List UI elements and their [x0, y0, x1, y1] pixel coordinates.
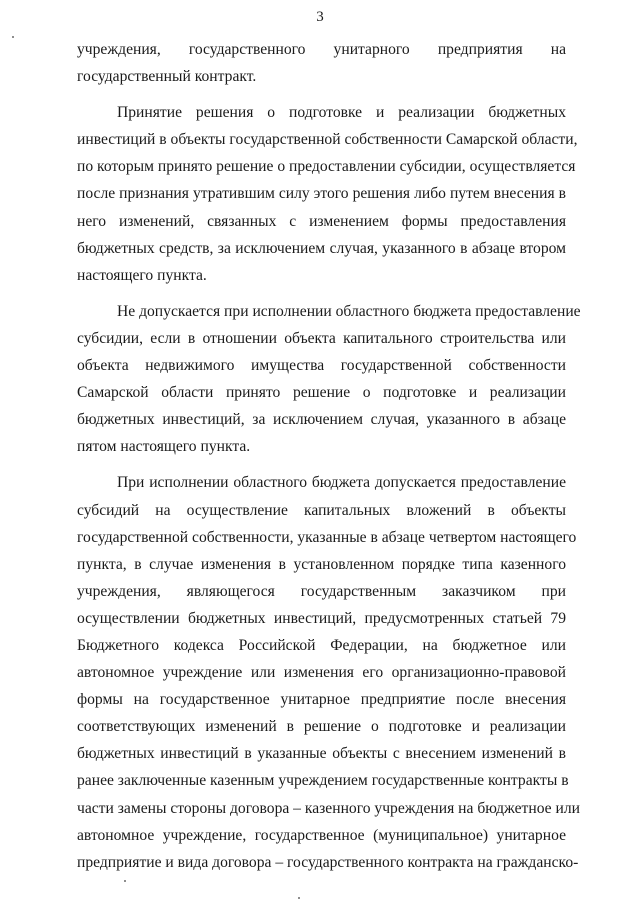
- text-line: осуществлении бюджетных инвестиций, предусмотренных статьей 79: [77, 609, 566, 627]
- text-line: по которым принято решение о предоставлении субсидии, осуществляется: [77, 158, 576, 176]
- text-line: бюджетных инвестиций, за исключением случая, указанного в абзаце: [77, 411, 566, 429]
- paragraph: [77, 36, 566, 90]
- text-line: При исполнении областного бюджета допускается предоставление: [117, 474, 566, 492]
- text-line: пункта, в случае изменения в установленном порядке типа казенного: [77, 555, 566, 573]
- scan-speck: [12, 36, 14, 38]
- text-line: части замены стороны договора – казенного учреждения на бюджетное или: [77, 799, 580, 817]
- scan-speck: [298, 897, 300, 899]
- paragraph: [77, 298, 581, 461]
- text-line: инвестиций в объекты государственной собственности Самарской области,: [77, 131, 578, 149]
- text-line: субсидии, если в отношении объекта капитального строительства или: [77, 329, 566, 347]
- text-line: автономное учреждение или изменения его организационно-правовой: [77, 664, 566, 682]
- document-body: [77, 36, 581, 885]
- text-line: ранее заключенные казенным учреждением государственные контракты в: [77, 772, 569, 790]
- text-line: Принятие решения о подготовке и реализации бюджетных: [117, 104, 566, 122]
- paragraph: [77, 469, 580, 875]
- paragraph: [77, 99, 578, 289]
- text-line: учреждения, государственного унитарного предприятия на: [77, 41, 566, 58]
- text-line: государственный контракт.: [77, 68, 257, 86]
- text-line: Бюджетного кодекса Российской Федерации, на бюджетное или: [77, 636, 566, 654]
- text-line: пятом настоящего пункта.: [77, 438, 251, 456]
- text-line: после признания утратившим силу этого решения либо путем внесения в: [77, 185, 566, 203]
- text-line: него изменений, связанных с изменением формы предоставления: [77, 212, 566, 230]
- text-line: объекта недвижимого имущества государственной собственности: [77, 357, 566, 375]
- text-line: автономное учреждение, государственное (муниципальное) унитарное: [77, 826, 566, 844]
- text-line: Самарской области принято решение о подготовке и реализации: [77, 384, 566, 402]
- text-line: настоящего пункта.: [77, 266, 207, 284]
- text-line: Не допускается при исполнении областного бюджета предоставление: [117, 302, 581, 320]
- text-line: субсидий на осуществление капитальных вложений в объекты: [77, 501, 566, 519]
- text-line: формы на государственное унитарное предприятие после внесения: [77, 691, 566, 709]
- text-line: бюджетных инвестиций в указанные объекты с внесением изменений в: [77, 745, 566, 763]
- text-line: соответствующих изменений в решение о подготовке и реализации: [77, 718, 566, 736]
- page-number: 3: [316, 9, 324, 25]
- text-line: бюджетных средств, за исключением случая, указанного в абзаце втором: [77, 239, 566, 257]
- text-line: государственной собственности, указанные в абзаце четвертом настоящего: [77, 528, 577, 546]
- text-line: учреждения, являющегося государственным заказчиком при: [77, 582, 566, 600]
- text-line: предприятие и вида договора – государственного контракта на гражданско-: [77, 853, 579, 871]
